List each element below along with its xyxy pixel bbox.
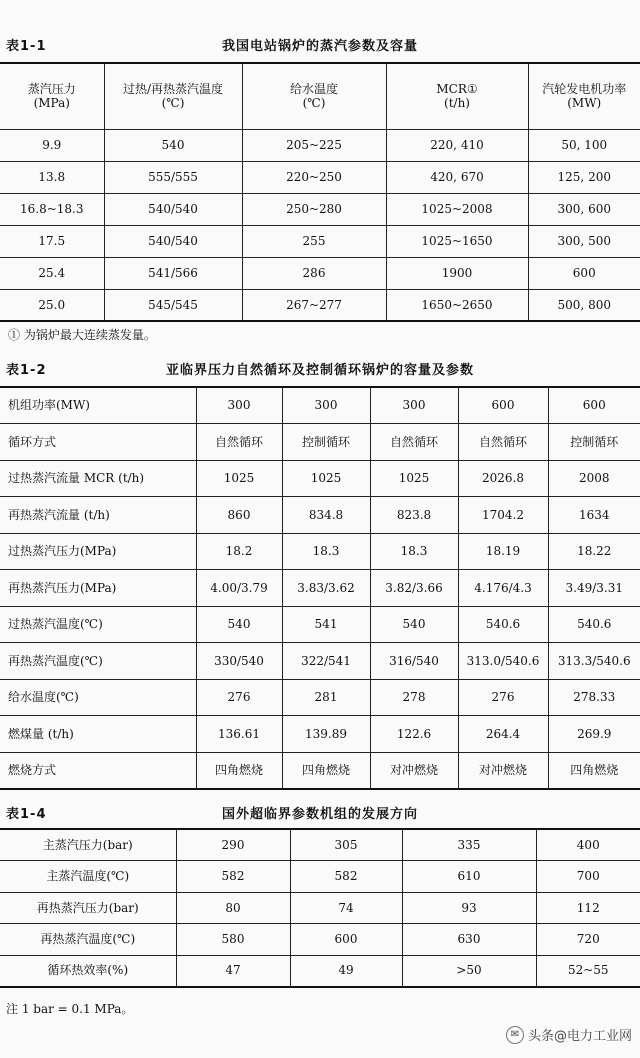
header-cell: 过热/再热蒸汽温度 (℃) — [104, 63, 242, 129]
header-cell: MCR① (t/h) — [386, 63, 528, 129]
table-cell: 250~280 — [242, 193, 386, 225]
table-cell: 四角燃烧 — [282, 752, 370, 789]
row-label-cell: 燃煤量 (t/h) — [0, 716, 196, 753]
table-row — [0, 289, 640, 321]
table-row — [0, 716, 640, 753]
table-cell: 220~250 — [242, 161, 386, 193]
table-row — [0, 606, 640, 643]
table-cell: 50, 100 — [528, 129, 640, 161]
table-row — [0, 225, 640, 257]
table-cell: 四角燃烧 — [548, 752, 640, 789]
table-cell: 300 — [196, 387, 282, 424]
table-row — [0, 424, 640, 461]
table-cell: 316/540 — [370, 643, 458, 680]
table-cell: 18.19 — [458, 533, 548, 570]
table-cell: 3.49/3.31 — [548, 570, 640, 607]
table-cell: 18.22 — [548, 533, 640, 570]
table-cell: 4.176/4.3 — [458, 570, 548, 607]
table-cell: 286 — [242, 257, 386, 289]
table-cell: 1704.2 — [458, 497, 548, 534]
table-cell: 自然循环 — [196, 424, 282, 461]
table-row — [0, 829, 640, 861]
table-cell: 139.89 — [282, 716, 370, 753]
table-row — [0, 497, 640, 534]
table-cell: 400 — [536, 829, 640, 861]
table-row — [0, 161, 640, 193]
row-label-cell: 循环热效率(%) — [0, 955, 176, 987]
row-label-cell: 再热蒸汽温度(℃) — [0, 643, 196, 680]
table-cell: 541 — [282, 606, 370, 643]
row-label-cell: 过热蒸汽温度(℃) — [0, 606, 196, 643]
table-number: 表1-1 — [6, 39, 47, 54]
row-label-cell: 25.0 — [0, 289, 104, 321]
table-cell: 540 — [104, 129, 242, 161]
table-cell: 1634 — [548, 497, 640, 534]
table-cell: 335 — [402, 829, 536, 861]
table-cell: 300, 600 — [528, 193, 640, 225]
table-cell: 1025~1650 — [386, 225, 528, 257]
table-cell: >50 — [402, 955, 536, 987]
table-cell: 四角燃烧 — [196, 752, 282, 789]
table-cell: 自然循环 — [370, 424, 458, 461]
row-label-cell: 16.8~18.3 — [0, 193, 104, 225]
table-cell: 控制循环 — [548, 424, 640, 461]
table-cell: 281 — [282, 679, 370, 716]
table-cell: 205~225 — [242, 129, 386, 161]
watermark — [506, 1025, 632, 1044]
table-1-4-footnote: 注 1 bar = 0.1 MPa。 — [6, 1002, 134, 1016]
table-row — [0, 193, 640, 225]
table-row — [0, 892, 640, 924]
table-cell: 自然循环 — [458, 424, 548, 461]
table-cell: 1900 — [386, 257, 528, 289]
table-cell: 420, 670 — [386, 161, 528, 193]
table-cell: 18.3 — [282, 533, 370, 570]
table-cell: 834.8 — [282, 497, 370, 534]
table-row — [0, 924, 640, 956]
table-cell: 313.0/540.6 — [458, 643, 548, 680]
table-cell: 300 — [282, 387, 370, 424]
row-label-cell: 主蒸汽温度(℃) — [0, 861, 176, 893]
table-1-4-caption — [0, 798, 640, 826]
row-label-cell: 再热蒸汽温度(℃) — [0, 924, 176, 956]
table-cell: 600 — [290, 924, 402, 956]
table-cell: 122.6 — [370, 716, 458, 753]
table-1-1-footnote: ① 为锅炉最大连续蒸发量。 — [8, 328, 156, 342]
watermark-text: 头条@电力工业网 — [527, 1029, 632, 1044]
table-title: 我国电站锅炉的蒸汽参数及容量 — [221, 39, 418, 54]
table-cell: 610 — [402, 861, 536, 893]
table-cell: 600 — [548, 387, 640, 424]
table-cell: 18.2 — [196, 533, 282, 570]
table-cell: 276 — [196, 679, 282, 716]
table-cell: 545/545 — [104, 289, 242, 321]
table-cell: 630 — [402, 924, 536, 956]
table-row — [0, 570, 640, 607]
row-label-cell: 再热蒸汽流量 (t/h) — [0, 497, 196, 534]
row-label-cell: 给水温度(℃) — [0, 679, 196, 716]
table-cell: 278.33 — [548, 679, 640, 716]
table-row — [0, 387, 640, 424]
table-cell: 540/540 — [104, 193, 242, 225]
table-cell: 控制循环 — [282, 424, 370, 461]
table-row — [0, 129, 640, 161]
table-cell: 600 — [528, 257, 640, 289]
row-label-cell: 再热蒸汽压力(MPa) — [0, 570, 196, 607]
row-label-cell: 13.8 — [0, 161, 104, 193]
table-cell: 540 — [196, 606, 282, 643]
row-label-cell: 过热蒸汽压力(MPa) — [0, 533, 196, 570]
table-cell: 18.3 — [370, 533, 458, 570]
table-cell: 582 — [290, 861, 402, 893]
table-title: 国外超临界参数机组的发展方向 — [221, 807, 418, 822]
table-cell: 136.61 — [196, 716, 282, 753]
table-cell: 313.3/540.6 — [548, 643, 640, 680]
table-cell: 267~277 — [242, 289, 386, 321]
table-row — [0, 955, 640, 987]
table-cell: 540 — [370, 606, 458, 643]
table-cell: 582 — [176, 861, 290, 893]
table-cell: 52~55 — [536, 955, 640, 987]
table-cell: 278 — [370, 679, 458, 716]
table-row — [0, 643, 640, 680]
table-cell: 93 — [402, 892, 536, 924]
table-cell: 1025~2008 — [386, 193, 528, 225]
table-cell: 1025 — [196, 460, 282, 497]
table-cell: 112 — [536, 892, 640, 924]
table-cell: 540.6 — [458, 606, 548, 643]
table-cell: 49 — [290, 955, 402, 987]
table-row — [0, 752, 640, 789]
row-label-cell: 17.5 — [0, 225, 104, 257]
header-cell: 蒸汽压力 (MPa) — [27, 81, 76, 111]
table-1-1 — [0, 62, 640, 322]
table-cell: 541/566 — [104, 257, 242, 289]
table-cell: 4.00/3.79 — [196, 570, 282, 607]
table-1-4 — [0, 828, 640, 988]
table-cell: 290 — [176, 829, 290, 861]
table-cell: 对冲燃烧 — [370, 752, 458, 789]
table-cell: 860 — [196, 497, 282, 534]
row-label-cell: 燃烧方式 — [0, 752, 196, 789]
table-cell: 220, 410 — [386, 129, 528, 161]
table-cell: 1025 — [370, 460, 458, 497]
table-cell: 125, 200 — [528, 161, 640, 193]
table-cell: 对冲燃烧 — [458, 752, 548, 789]
table-cell: 80 — [176, 892, 290, 924]
table-cell: 305 — [290, 829, 402, 861]
table-header-row — [0, 63, 640, 129]
table-cell: 823.8 — [370, 497, 458, 534]
table-cell: 264.4 — [458, 716, 548, 753]
table-row — [0, 679, 640, 716]
table-number: 表1-2 — [6, 363, 47, 378]
table-row — [0, 257, 640, 289]
table-cell: 330/540 — [196, 643, 282, 680]
table-cell: 1025 — [282, 460, 370, 497]
table-row — [0, 533, 640, 570]
table-cell: 700 — [536, 861, 640, 893]
table-cell: 540.6 — [548, 606, 640, 643]
table-row — [0, 861, 640, 893]
table-cell: 600 — [458, 387, 548, 424]
table-cell: 276 — [458, 679, 548, 716]
table-cell: 580 — [176, 924, 290, 956]
table-1-2 — [0, 386, 640, 790]
table-cell: 720 — [536, 924, 640, 956]
table-row — [0, 460, 640, 497]
table-cell: 255 — [242, 225, 386, 257]
header-cell: 给水温度 (℃) — [242, 63, 386, 129]
row-label-cell: 循环方式 — [0, 424, 196, 461]
table-cell: 269.9 — [548, 716, 640, 753]
wechat-icon: ✉ — [506, 1026, 524, 1044]
table-number: 表1-4 — [6, 807, 47, 822]
table-cell: 2026.8 — [458, 460, 548, 497]
table-cell: 322/541 — [282, 643, 370, 680]
header-cell: 汽轮发电机功率 (MW) — [528, 63, 640, 129]
table-cell: 74 — [290, 892, 402, 924]
row-label-cell: 9.9 — [0, 129, 104, 161]
table-cell: 300, 500 — [528, 225, 640, 257]
table-cell: 540/540 — [104, 225, 242, 257]
row-label-cell: 过热蒸汽流量 MCR (t/h) — [0, 460, 196, 497]
table-cell: 2008 — [548, 460, 640, 497]
table-cell: 300 — [370, 387, 458, 424]
table-cell: 3.82/3.66 — [370, 570, 458, 607]
table-1-2-caption — [0, 354, 640, 382]
table-cell: 500, 800 — [528, 289, 640, 321]
table-1-1-caption — [0, 30, 640, 58]
table-title: 亚临界压力自然循环及控制循环锅炉的容量及参数 — [165, 363, 474, 378]
table-cell: 555/555 — [104, 161, 242, 193]
row-label-cell: 机组功率(MW) — [8, 398, 90, 413]
table-cell: 47 — [176, 955, 290, 987]
row-label-cell: 25.4 — [0, 257, 104, 289]
table-cell: 1650~2650 — [386, 289, 528, 321]
row-label-cell: 主蒸汽压力(bar) — [42, 837, 133, 852]
row-label-cell: 再热蒸汽压力(bar) — [0, 892, 176, 924]
table-cell: 3.83/3.62 — [282, 570, 370, 607]
